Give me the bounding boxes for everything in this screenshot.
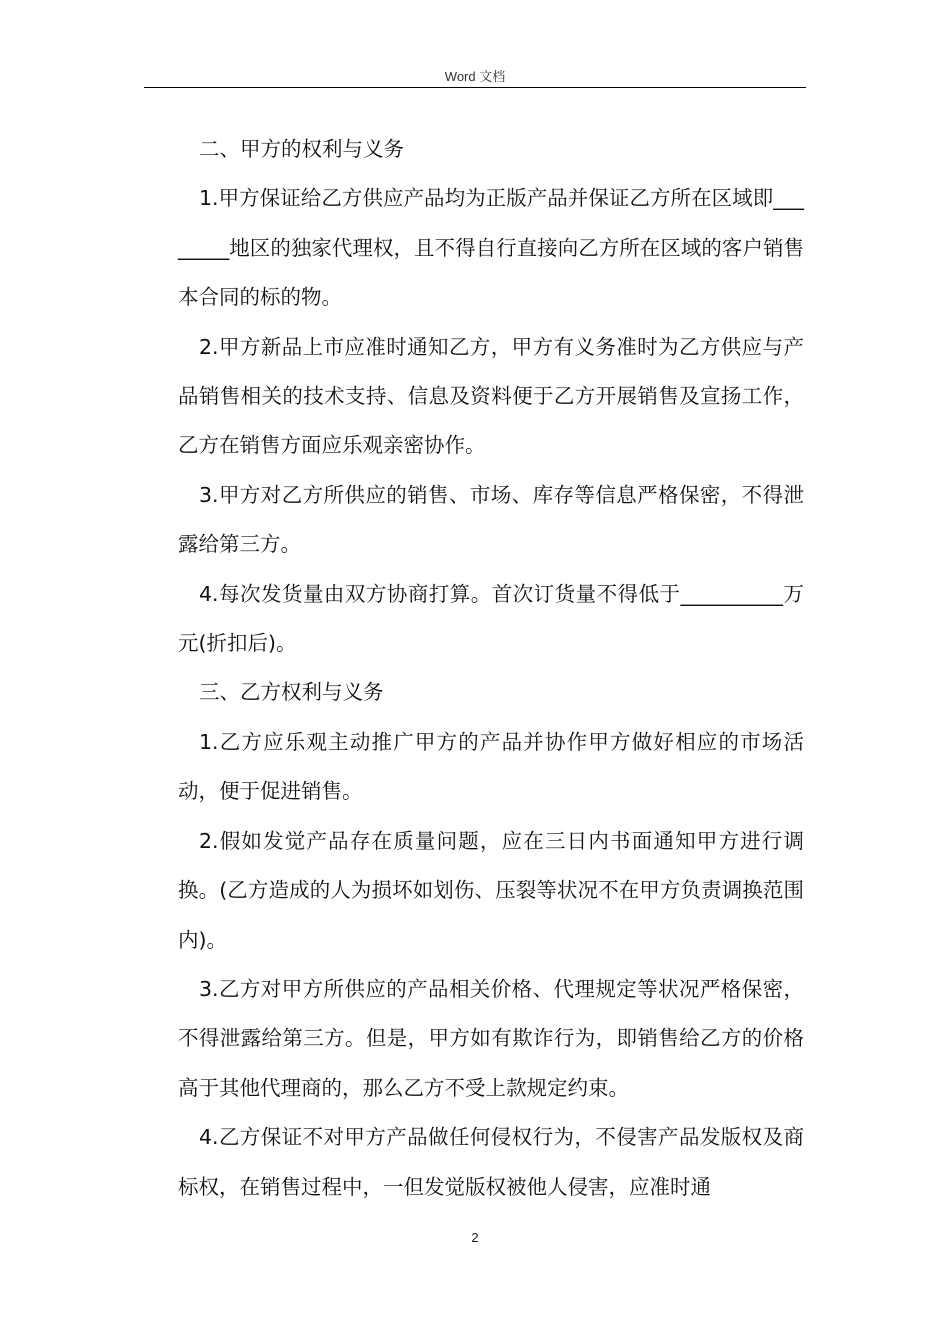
paragraph: 3.乙方对甲方所供应的产品相关价格、代理规定等状况严格保密，不得泄露给第三方。但是，甲方如有欺诈行为，即销售给乙方的价格高于其他代理商的，那么乙方不受上款规定约束。 bbox=[178, 976, 804, 1100]
paragraph: 4.每次发货量由双方协商打算。首次订货量不得低于__________万元(折扣后)。 bbox=[178, 581, 804, 656]
page-number: 2 bbox=[471, 1230, 479, 1245]
paragraph: 1.乙方应乐观主动推广甲方的产品并协作甲方做好相应的市场活动，便于促进销售。 bbox=[178, 729, 804, 804]
header-divider bbox=[144, 87, 806, 88]
paragraph: 4.乙方保证不对甲方产品做任何侵权行为，不侵害产品发版权及商标权，在销售过程中，一但发觉版权被他人侵害，应准时通 bbox=[178, 1125, 804, 1199]
paragraph: 2.假如发觉产品存在质量问题，应在三日内书面通知甲方进行调换。(乙方造成的人为损坏如划伤、压裂等状况不在甲方负责调换范围内)。 bbox=[178, 828, 804, 952]
section-heading: 三、乙方权利与义务 bbox=[199, 680, 384, 705]
document-body bbox=[178, 125, 804, 1212]
paragraph: 2.甲方新品上市应准时通知乙方，甲方有义务准时为乙方供应与产品销售相关的技术支持、信息及资料便于乙方开展销售及宣扬工作，乙方在销售方面应乐观亲密协作。 bbox=[178, 334, 804, 458]
paragraph: 3.甲方对乙方所供应的销售、市场、库存等信息严格保密，不得泄露给第三方。 bbox=[178, 482, 804, 557]
section-heading: 二、甲方的权利与义务 bbox=[199, 137, 404, 161]
header-title: Word 文档 bbox=[444, 69, 506, 84]
paragraph: 1.甲方保证给乙方供应产品均为正版产品并保证乙方所在区域即________地区的独家代理权，且不得自行直接向乙方所在区域的客户销售本合同的标的物。 bbox=[178, 186, 804, 310]
